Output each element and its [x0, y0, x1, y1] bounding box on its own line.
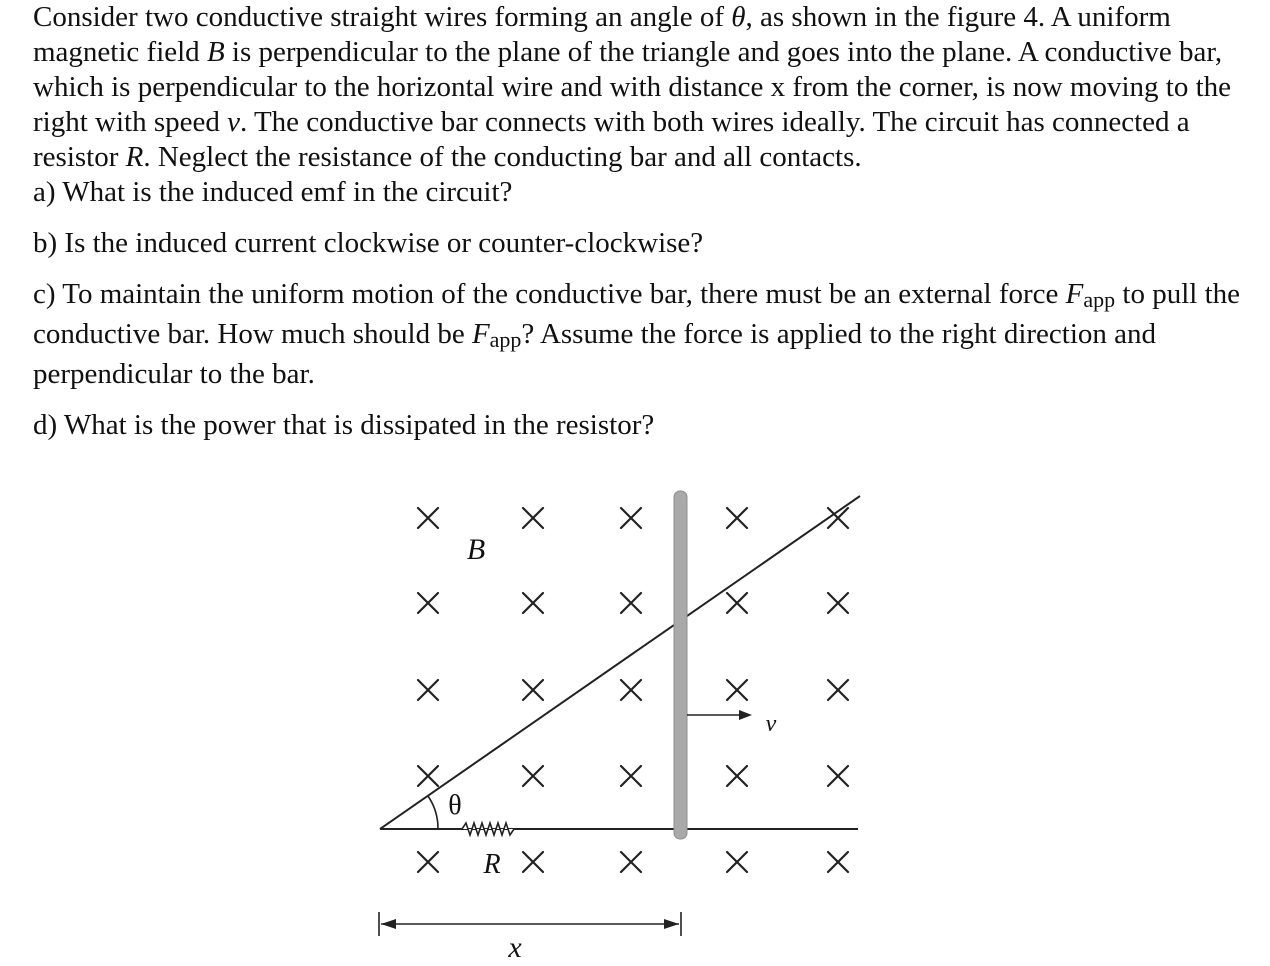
field-x-mark	[523, 852, 543, 872]
speed-symbol: v	[227, 106, 240, 138]
label-theta: θ	[448, 790, 462, 821]
resistor-zigzag	[455, 823, 530, 835]
field-x-mark	[828, 852, 848, 872]
field-symbol: B	[206, 36, 225, 68]
force-subscript: app	[1083, 287, 1116, 312]
theta-symbol: θ	[731, 1, 746, 33]
label-B: B	[466, 533, 486, 566]
field-x-mark	[727, 508, 747, 528]
field-x-mark	[621, 508, 641, 528]
question-d: d) What is the power that is dissipated in the resistor?	[33, 409, 655, 441]
field-x-mark	[418, 852, 438, 872]
field-x-mark	[523, 508, 543, 528]
intro-part-3: is perpendicular to the plane of the triangle and goes into the plane. A conductive bar, which is perpendicular to the horizontal wire and with distance x from the corner, is now moving to the right with speed	[33, 36, 1231, 138]
force-symbol: F	[1065, 278, 1084, 310]
velocity-arrow-head	[739, 710, 752, 720]
force-symbol-2: F	[471, 318, 490, 350]
conducting-bar	[674, 491, 687, 839]
label-R: R	[483, 849, 501, 880]
field-x-mark	[523, 593, 543, 613]
intro-part-2: , as shown in the figure 4. A uniform magnetic field	[33, 1, 1171, 68]
resistor-symbol: R	[125, 141, 144, 173]
field-x-mark	[621, 680, 641, 700]
field-x-mark	[418, 680, 438, 700]
dimension-arrow-right	[664, 919, 679, 929]
label-v: v	[765, 711, 777, 737]
field-x-mark	[621, 766, 641, 786]
intro-part-1: Consider two conductive straight wires forming an angle of	[33, 1, 732, 33]
field-x-mark	[727, 852, 747, 872]
field-x-mark	[523, 680, 543, 700]
question-c-part-3: ? Assume the force is applied to the right direction and perpendicular to the bar.	[33, 318, 1157, 390]
field-x-mark	[828, 593, 848, 613]
diagonal-wire	[380, 496, 860, 829]
field-x-mark	[523, 766, 543, 786]
field-x-mark	[418, 508, 438, 528]
dimension-arrow-left	[381, 919, 396, 929]
intro-part-5: . Neglect the resistance of the conducting bar and all contacts.	[143, 141, 862, 173]
question-a: a) What is the induced emf in the circuit?	[33, 176, 513, 208]
label-x: x	[508, 931, 522, 964]
field-x-mark	[828, 680, 848, 700]
force-subscript-2: app	[489, 327, 522, 352]
field-x-mark	[418, 593, 438, 613]
field-x-mark	[828, 766, 848, 786]
field-x-mark	[621, 852, 641, 872]
angle-arc	[428, 796, 438, 829]
field-x-mark	[621, 593, 641, 613]
question-b: b) Is the induced current clockwise or counter-clockwise?	[33, 227, 704, 259]
field-x-mark	[727, 593, 747, 613]
field-x-mark	[727, 680, 747, 700]
question-c-part-2: to pull the conductive bar. How much should be	[33, 278, 1241, 350]
field-x-mark	[727, 766, 747, 786]
field-x-mark	[418, 766, 438, 786]
intro-part-4: . The conductive bar connects with both wires ideally. The circuit has connected a resistor	[33, 106, 1190, 173]
question-c-part-1: c) To maintain the uniform motion of the conductive bar, there must be an external force	[33, 278, 1066, 310]
